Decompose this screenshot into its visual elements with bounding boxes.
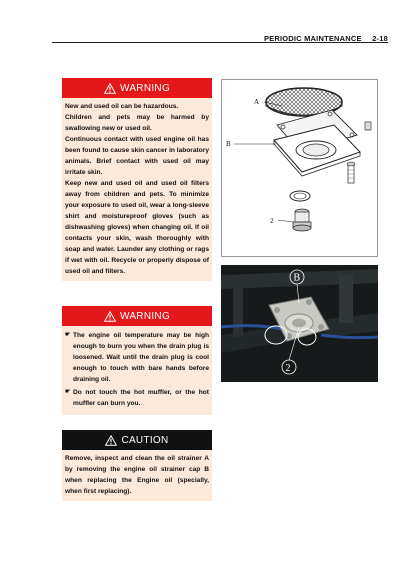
warning-body bbox=[62, 326, 212, 415]
caution-title: CAUTION bbox=[121, 434, 169, 446]
warning-body bbox=[62, 98, 212, 281]
pointing-hand-icon: ☛ bbox=[65, 389, 71, 395]
warning-paragraph: Children and pets may be harmed by swallowing new or used oil. bbox=[65, 114, 209, 132]
diagram-label-2: 2 bbox=[270, 217, 274, 225]
caution-header bbox=[62, 430, 212, 450]
warning-title: WARNING bbox=[119, 82, 171, 94]
page-number: 2-18 bbox=[372, 34, 388, 43]
pointing-hand-icon: ☛ bbox=[65, 332, 71, 338]
caution-paragraph: Remove, inspect and clean the oil strainer A by removing the engine oil strainer cap B when replacing the Engine oil (specially, when first replacing). bbox=[65, 455, 209, 495]
diagram-label-a: A bbox=[254, 98, 260, 106]
warning-triangle-icon bbox=[104, 311, 116, 322]
warning-box-hot-oil bbox=[62, 306, 212, 415]
caution-body bbox=[62, 450, 212, 501]
warning-title: WARNING bbox=[119, 310, 171, 322]
warning-paragraph: Keep new and used oil and used oil filters away from children and pets. To minimize your exposure to used oil, wear a long-sleeve shirt and moistureproof gloves (such as dishwashing gloves) when changing oil. If oil contacts your skin, wash thoroughly with soap and water. Launder any clothing or rags if wet with oil. Recycle or properly dispose of used oil and filters. bbox=[65, 180, 209, 275]
engine-photo-illustration bbox=[221, 265, 378, 382]
warning-header bbox=[62, 306, 212, 326]
page-header bbox=[52, 28, 388, 43]
caution-box bbox=[62, 430, 212, 501]
oil-strainer-diagram bbox=[221, 79, 378, 257]
exploded-view-drawing bbox=[222, 80, 377, 256]
warning-triangle-icon bbox=[105, 435, 117, 446]
engine-underside-photo bbox=[221, 265, 378, 382]
warning-header bbox=[62, 78, 212, 98]
photo-label-b: B bbox=[293, 272, 301, 284]
warning-box-oil-hazard bbox=[62, 78, 212, 281]
section-title: PERIODIC MAINTENANCE bbox=[263, 34, 362, 43]
warning-triangle-icon bbox=[104, 83, 116, 94]
warning-paragraph: Continuous contact with used engine oil has been found to cause skin cancer in laboratory animals. Brief contact with used oil may irritate skin. bbox=[65, 136, 210, 176]
diagram-label-b: B bbox=[226, 140, 231, 148]
list-item: ☛ Do not touch the hot muffler, or the hot muffler can burn you. bbox=[65, 389, 209, 407]
warning-paragraph: New and used oil can be hazardous. bbox=[65, 103, 179, 110]
photo-label-2: 2 bbox=[285, 363, 291, 374]
list-item: ☛ The engine oil temperature may be high enough to burn you when the drain plug is loosened. Wait until the drain plug is cool enough to touch with bare hands before draining oil. bbox=[65, 332, 209, 383]
